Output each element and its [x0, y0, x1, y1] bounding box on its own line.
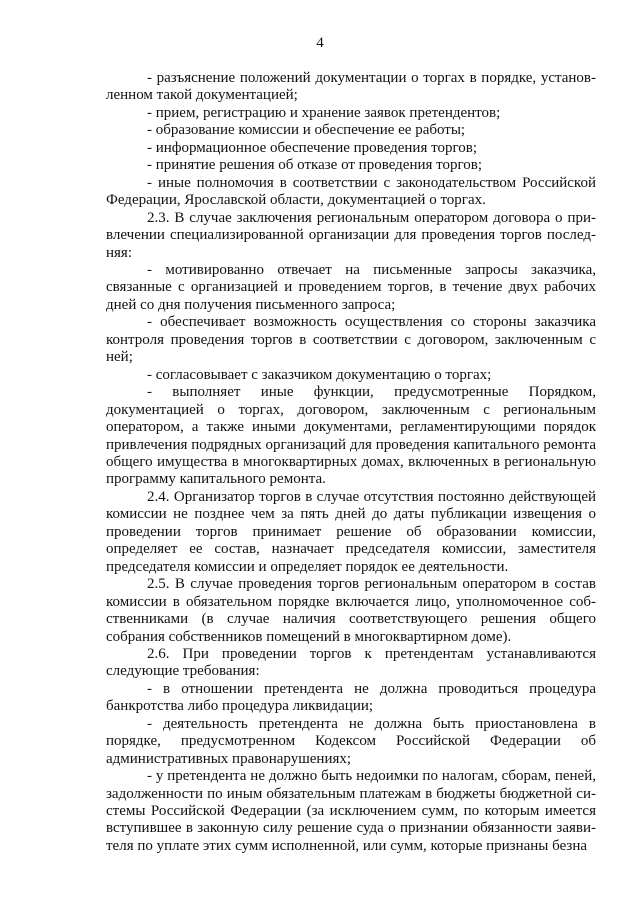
list-item-agreement: - согласовывает с заказчиком документацию о торгах; — [147, 366, 492, 383]
list-item-refusal: - принятие решения об отказе от проведения торгов; — [147, 157, 483, 174]
list-item-suspension: - деятельность претендента не должна быть приостановлена в порядке, предусмотренном Кодексом Российской Федерации об административных правонарушениях; — [106, 715, 596, 767]
list-item-other-functions: - выполняет иные функции, предусмотренные Порядком, документацией о торгах, договором, заключенным с региональным оператором, а также иными документами, регламентирующими порядок привлечения подрядных организаций для проведения капитального ремонта общего имущества в многоквартирных домах, включенных в региональную программу капитального ремонта. — [106, 384, 596, 488]
document-body — [106, 70, 596, 855]
clause-2-5: 2.5. В случае проведения торгов региональным оператором в состав комиссии в обязательном порядке включается лицо, уполномоченное собственниками (в случае наличия соответствующего решения общего собрания собственников помещений в многоквартирном доме). — [106, 576, 596, 645]
clause-2-4: 2.4. Организатор торгов в случае отсутствия постоянно действующей комиссии не позднее чем за пять дней до даты публикации извещения о проведении торгов принимает решение об образовании комиссии, определяет ее состав, назначает председателя комиссии, заместителя председателя комиссии и определяет порядок ее деятельности. — [106, 488, 596, 575]
list-item-information: - информационное обеспечение проведения торгов; — [147, 139, 477, 156]
page-number: 4 — [316, 35, 324, 51]
list-item-arrears: - у претендента не должно быть недоимки по налогам, сборам, пеней, задолженности по иным обязательным платежам в бюджеты бюджетной системы Российской Федерации (за исключением сумм, по которым имеется вступившее в законную силу решение суда о признании обязанности заявителя по уплате этих сумм исполненной, или сумм, которые признаны безна — [106, 768, 596, 854]
clause-2-6: 2.6. При проведении торгов к претендентам устанавливаются следующие требования: — [106, 645, 596, 680]
list-item-responses: - мотивированно отвечает на письменные запросы заказчика, связанные с организацией и проведением торгов, в течение двух рабочих дней со дня получения письменного запроса; — [106, 261, 596, 313]
list-item-bankruptcy: - в отношении претендента не должна проводиться процедура банкротства либо процедура ликвидации; — [106, 680, 596, 715]
list-item-commission: - образование комиссии и обеспечение ее работы; — [147, 122, 466, 139]
list-item-other-powers: - иные полномочия в соответствии с законодательством Российской Федерации, Ярославской области, документацией о торгах. — [106, 174, 596, 209]
list-item-clarification: - разъяснение положений документации о торгах в порядке, установленном такой документацией; — [106, 70, 596, 104]
clause-2-3: 2.3. В случае заключения региональным оператором договора о привлечении специализированной организации для проведения торгов последняя: — [106, 209, 596, 261]
list-item-control: - обеспечивает возможность осуществления со стороны заказчика контроля проведения торгов в соответствии с договором, заключенным с ней; — [106, 314, 596, 366]
list-item-applications: - прием, регистрацию и хранение заявок претендентов; — [147, 104, 501, 121]
